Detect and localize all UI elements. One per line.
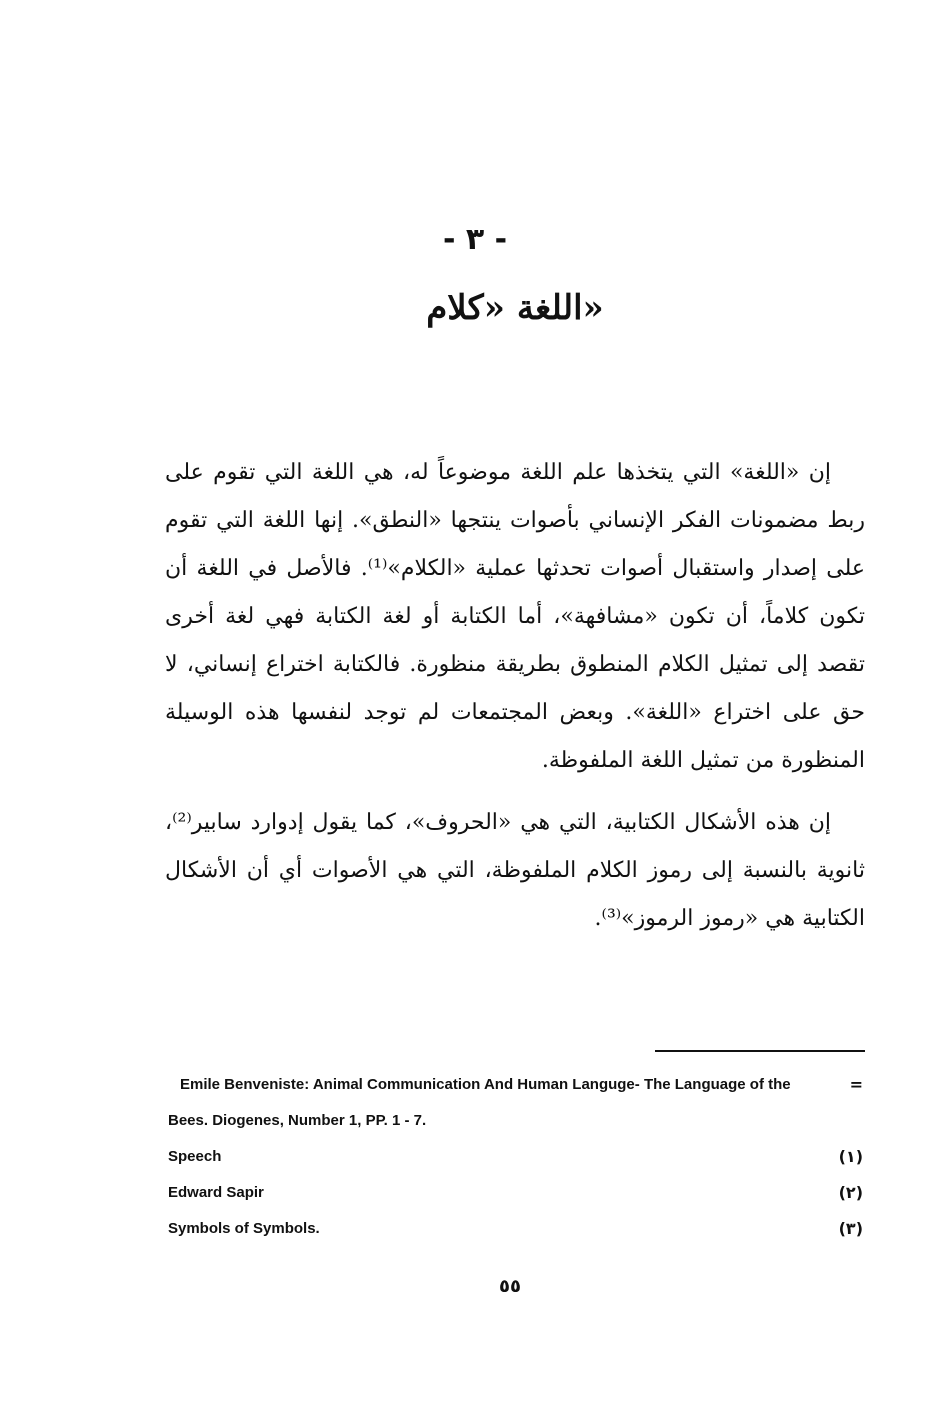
footnote-continuation-text: Emile Benveniste: Animal Communication And Human Languge- The Language of the xyxy=(180,1076,791,1093)
footnote-continuation-line xyxy=(165,1107,865,1143)
footnote-continuation-text: Bees. Diogenes, Number 1, PP. 1 - 7. xyxy=(168,1112,427,1129)
footnote-continuation-line xyxy=(165,1071,865,1107)
footnote-item xyxy=(165,1215,865,1251)
paragraph-2: إن هذه الأشكال الكتابية، التي هي «الحروف»، كما يقول إدوارد سابير⁽²⁾، ثانوية بالنسبة إلى رموز الكلام الملفوظة، التي هي الأصوات أي أن الأشكال الكتابية هي «رموز الرموز»⁽³⁾. xyxy=(165,810,865,931)
footnote-continuation-mark: = xyxy=(849,1075,863,1094)
body-text xyxy=(165,449,865,957)
paragraph-1: إن «اللغة» التي يتخذها علم اللغة موضوعاً له، هي اللغة التي تقوم على ربط مضمونات الفكر الإنساني بأصوات ينتجها «النطق». إنها اللغة التي تقوم على إصدار واستقبال أصوات تحدثها عملية «الكلام»⁽¹⁾. فالأصل في اللغة أن تكون كلاماً، أن تكون «مشافهة»، أما الكتابة أو لغة الكتابة فهي لغة أخرى تقصد إلى تمثيل الكلام المنطوق بطريقة منظورة. فالكتابة اختراع إنساني، لا حق على اختراع «اللغة». وبعض المجتمعات لم توجد لنفسها هذه الوسيلة المنظورة من تمثيل اللغة الملفوظة. xyxy=(165,460,866,773)
footnote-number: (١) xyxy=(838,1147,863,1166)
footnote-text: Speech xyxy=(168,1148,222,1165)
footnote-number: (٢) xyxy=(838,1183,863,1202)
chapter-title: اللغة «كلام» xyxy=(426,288,604,328)
chapter-number: - ٣ - xyxy=(442,222,508,257)
footnote-text: Edward Sapir xyxy=(168,1184,264,1201)
footnote-text: Symbols of Symbols. xyxy=(168,1220,320,1237)
footnote-item xyxy=(165,1179,865,1215)
footnote-separator xyxy=(655,1050,865,1052)
footnote-item xyxy=(165,1143,865,1179)
footnote-number: (٣) xyxy=(838,1219,863,1238)
footnotes xyxy=(165,1071,865,1251)
page-number: ٥٥ xyxy=(499,1276,521,1297)
